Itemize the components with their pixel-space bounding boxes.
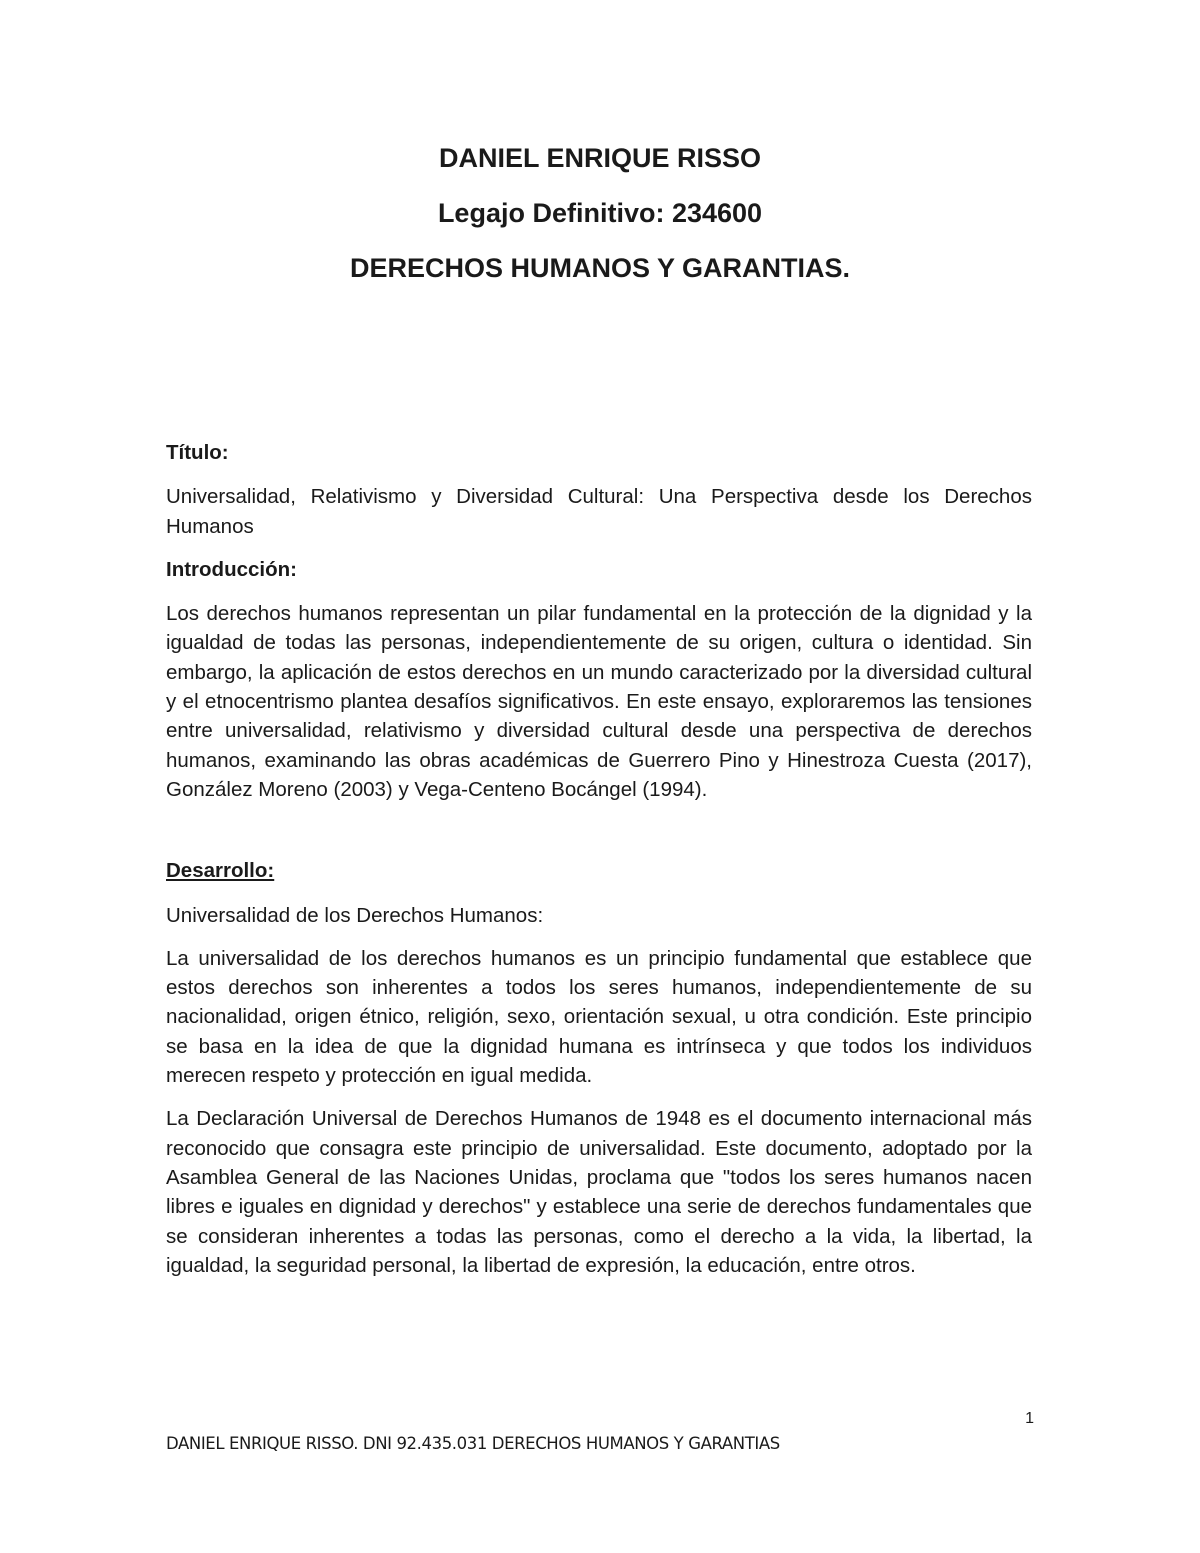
intro-paragraph: Los derechos humanos representan un pilar fundamental en la protección de la dignidad y la igualdad de todas las personas, independientemente de su origen, cultura o identidad. Sin embargo, la aplicación de estos derechos en un mundo caracterizado por la diversidad cultural y el etnocentrismo plantea desafíos significativos. En este ensayo, exploraremos las tensiones entre universalidad, relativismo y diversidad cultural desde una perspectiva de derechos humanos, examinando las obras académicas de Guerrero Pino y Hinestroza Cuesta (2017), González Moreno (2003) y Vega-Centeno Bocángel (1994). xyxy=(166,602,1032,801)
legajo-line: Legajo Definitivo: 234600 xyxy=(437,198,763,228)
essay-title: Universalidad, Relativismo y Diversidad Cultural: Una Perspectiva desde los Derechos Humanos xyxy=(166,485,1032,538)
development-paragraph-1: La universalidad de los derechos humanos es un principio fundamental que establece que estos derechos son inherentes a todos los seres humanos, independientemente de su nacionalidad, origen étnico, religión, sexo, orientación sexual, u otra condición. Este principio se basa en la idea de que la dignidad humana es intrínseca y que todos los individuos merecen respeto y protección en igual medida. xyxy=(166,946,1032,1088)
development-paragraph-2: La Declaración Universal de Derechos Humanos de 1948 es el documento internacional más reconocido que consagra este principio de universalidad. Este documento, adoptado por la Asamblea General de las Naciones Unidas, proclama que "todos los seres humanos nacen libres e iguales en dignidad y derechos" y establece una serie de derechos fundamentales que se consideran inherentes a todas las personas, como el derecho a la vida, la libertad, la igualdad, la seguridad personal, la libertad de expresión, la educación, entre otros. xyxy=(166,1107,1032,1277)
development-label: Desarrollo: xyxy=(166,859,275,883)
development-subheading: Universalidad de los Derechos Humanos: xyxy=(166,903,544,927)
section-spacer xyxy=(166,818,1032,856)
document-header xyxy=(0,138,1200,303)
author-name: DANIEL ENRIQUE RISSO xyxy=(438,143,762,173)
page-footer: DANIEL ENRIQUE RISSO. DNI 92.435.031 DERECHOS HUMANOS Y GARANTIAS xyxy=(166,1434,780,1453)
intro-label: Introducción: xyxy=(166,557,297,581)
document-body xyxy=(166,438,1032,1294)
title-label: Título: xyxy=(166,441,229,464)
page-number: 1 xyxy=(1025,1410,1034,1427)
course-title: DERECHOS HUMANOS Y GARANTIAS. xyxy=(349,253,851,283)
